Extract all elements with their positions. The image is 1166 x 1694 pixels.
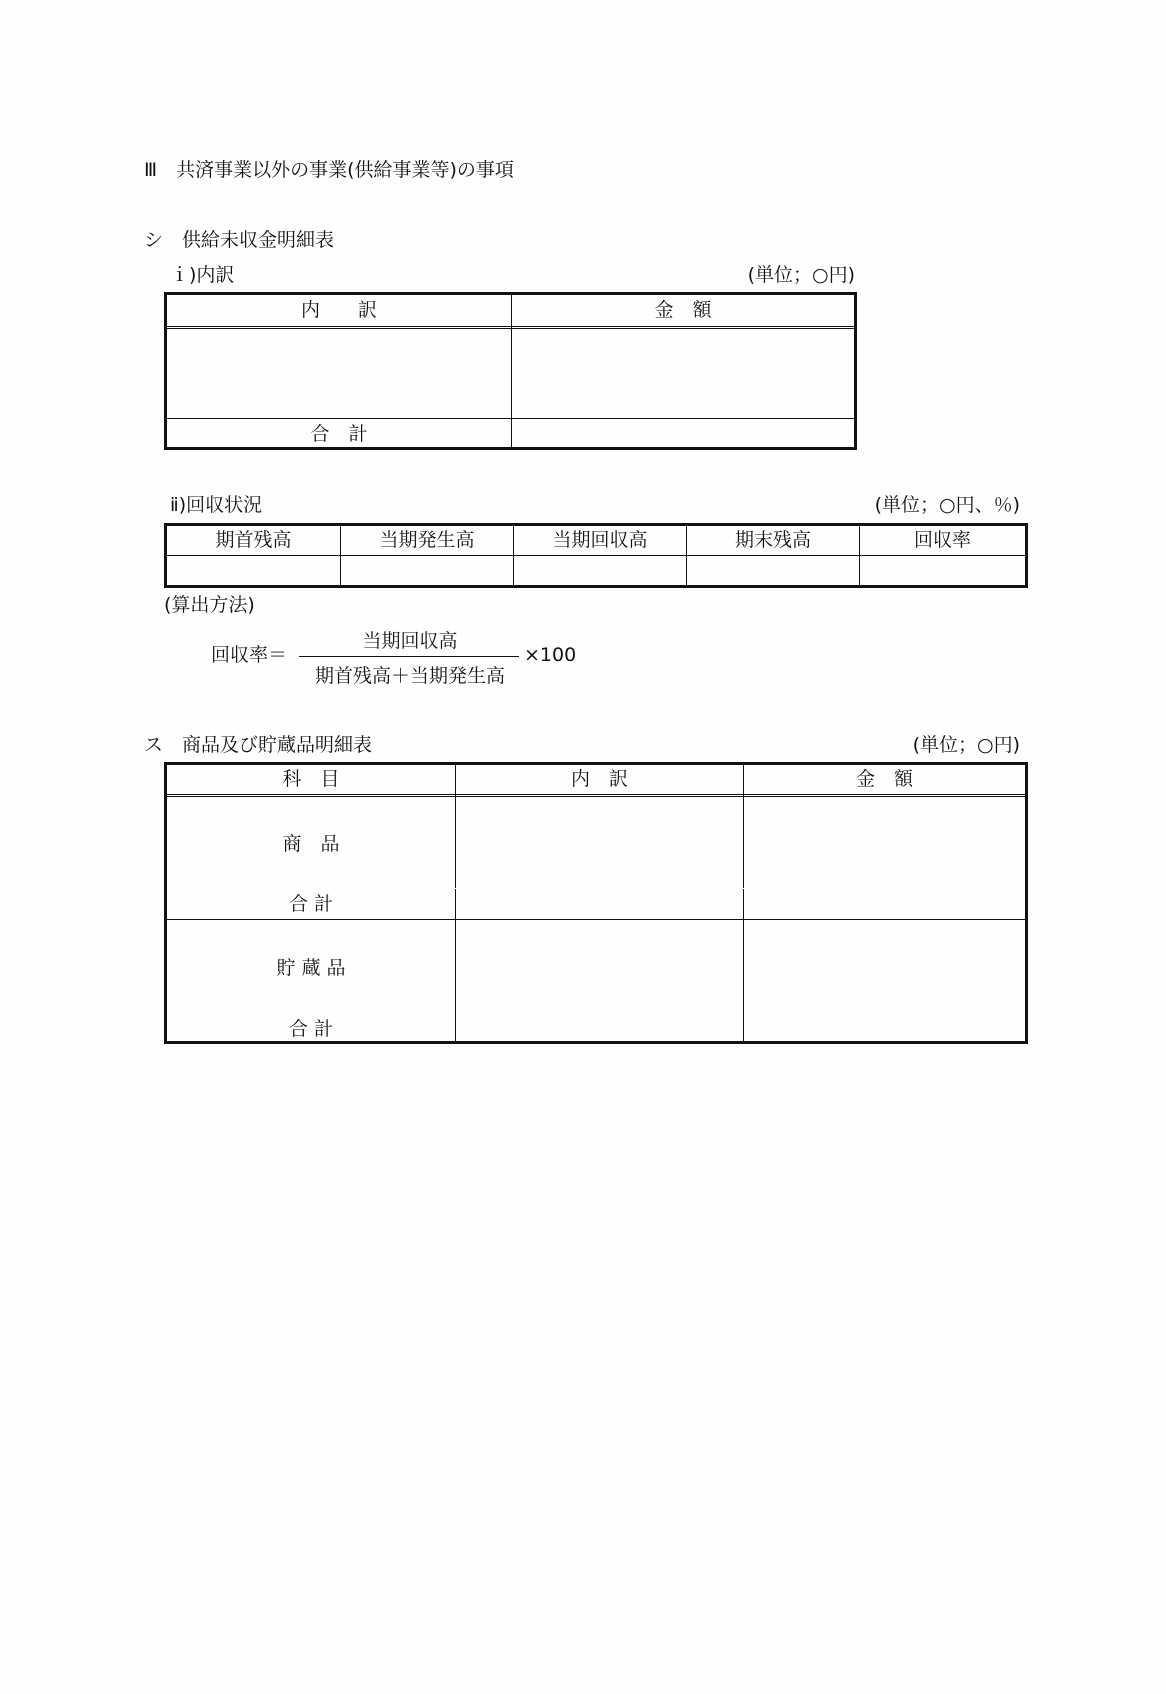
breakdown-label: ｉ)内訳 (170, 264, 235, 286)
su-unit: (単位；○円) (912, 734, 1020, 756)
breakdown-header-amount: 金 額 (654, 299, 712, 321)
shi-heading: シ 供給未収金明細表 (144, 229, 335, 251)
breakdown-table (164, 292, 857, 450)
su-heading: ス 商品及び貯蔵品明細表 (144, 734, 373, 756)
inventory-row-stores-total: 合 計 (288, 1018, 334, 1040)
collection-header-collected: 当期回収高 (552, 529, 648, 551)
formula-numerator: 当期回収高 (362, 630, 458, 652)
method-label: (算出方法) (164, 594, 255, 616)
inventory-row-merchandise-label: 商 品 (282, 833, 340, 855)
collection-header-accrued: 当期発生高 (379, 529, 475, 551)
inventory-header-amount: 金 額 (855, 768, 913, 790)
collection-label: ⅱ)回収状況 (170, 494, 263, 516)
breakdown-unit: (単位；○円) (747, 264, 855, 286)
breakdown-header-item: 内 訳 (300, 299, 377, 321)
formula-denominator: 期首残高＋当期発生高 (314, 665, 505, 687)
formula-multiplier: ×100 (524, 644, 577, 666)
collection-header-closing: 期末残高 (734, 529, 811, 551)
breakdown-total-label: 合 計 (310, 423, 368, 445)
collection-header-rate: 回収率 (913, 529, 971, 551)
inventory-row-merchandise-total: 合 計 (288, 893, 334, 915)
inventory-table (164, 762, 1028, 1044)
fraction-bar (299, 656, 519, 657)
collection-unit: (単位；○円、％) (874, 494, 1020, 516)
section-title: Ⅲ 共済事業以外の事業(供給事業等)の事項 (144, 159, 514, 181)
inventory-header-account: 科 目 (282, 768, 340, 790)
inventory-header-detail: 内 訳 (570, 768, 628, 790)
collection-header-opening: 期首残高 (215, 529, 292, 551)
inventory-row-stores-label: 貯 蔵 品 (276, 957, 346, 979)
formula-lhs: 回収率＝ (211, 644, 288, 666)
collection-table (164, 523, 1028, 588)
